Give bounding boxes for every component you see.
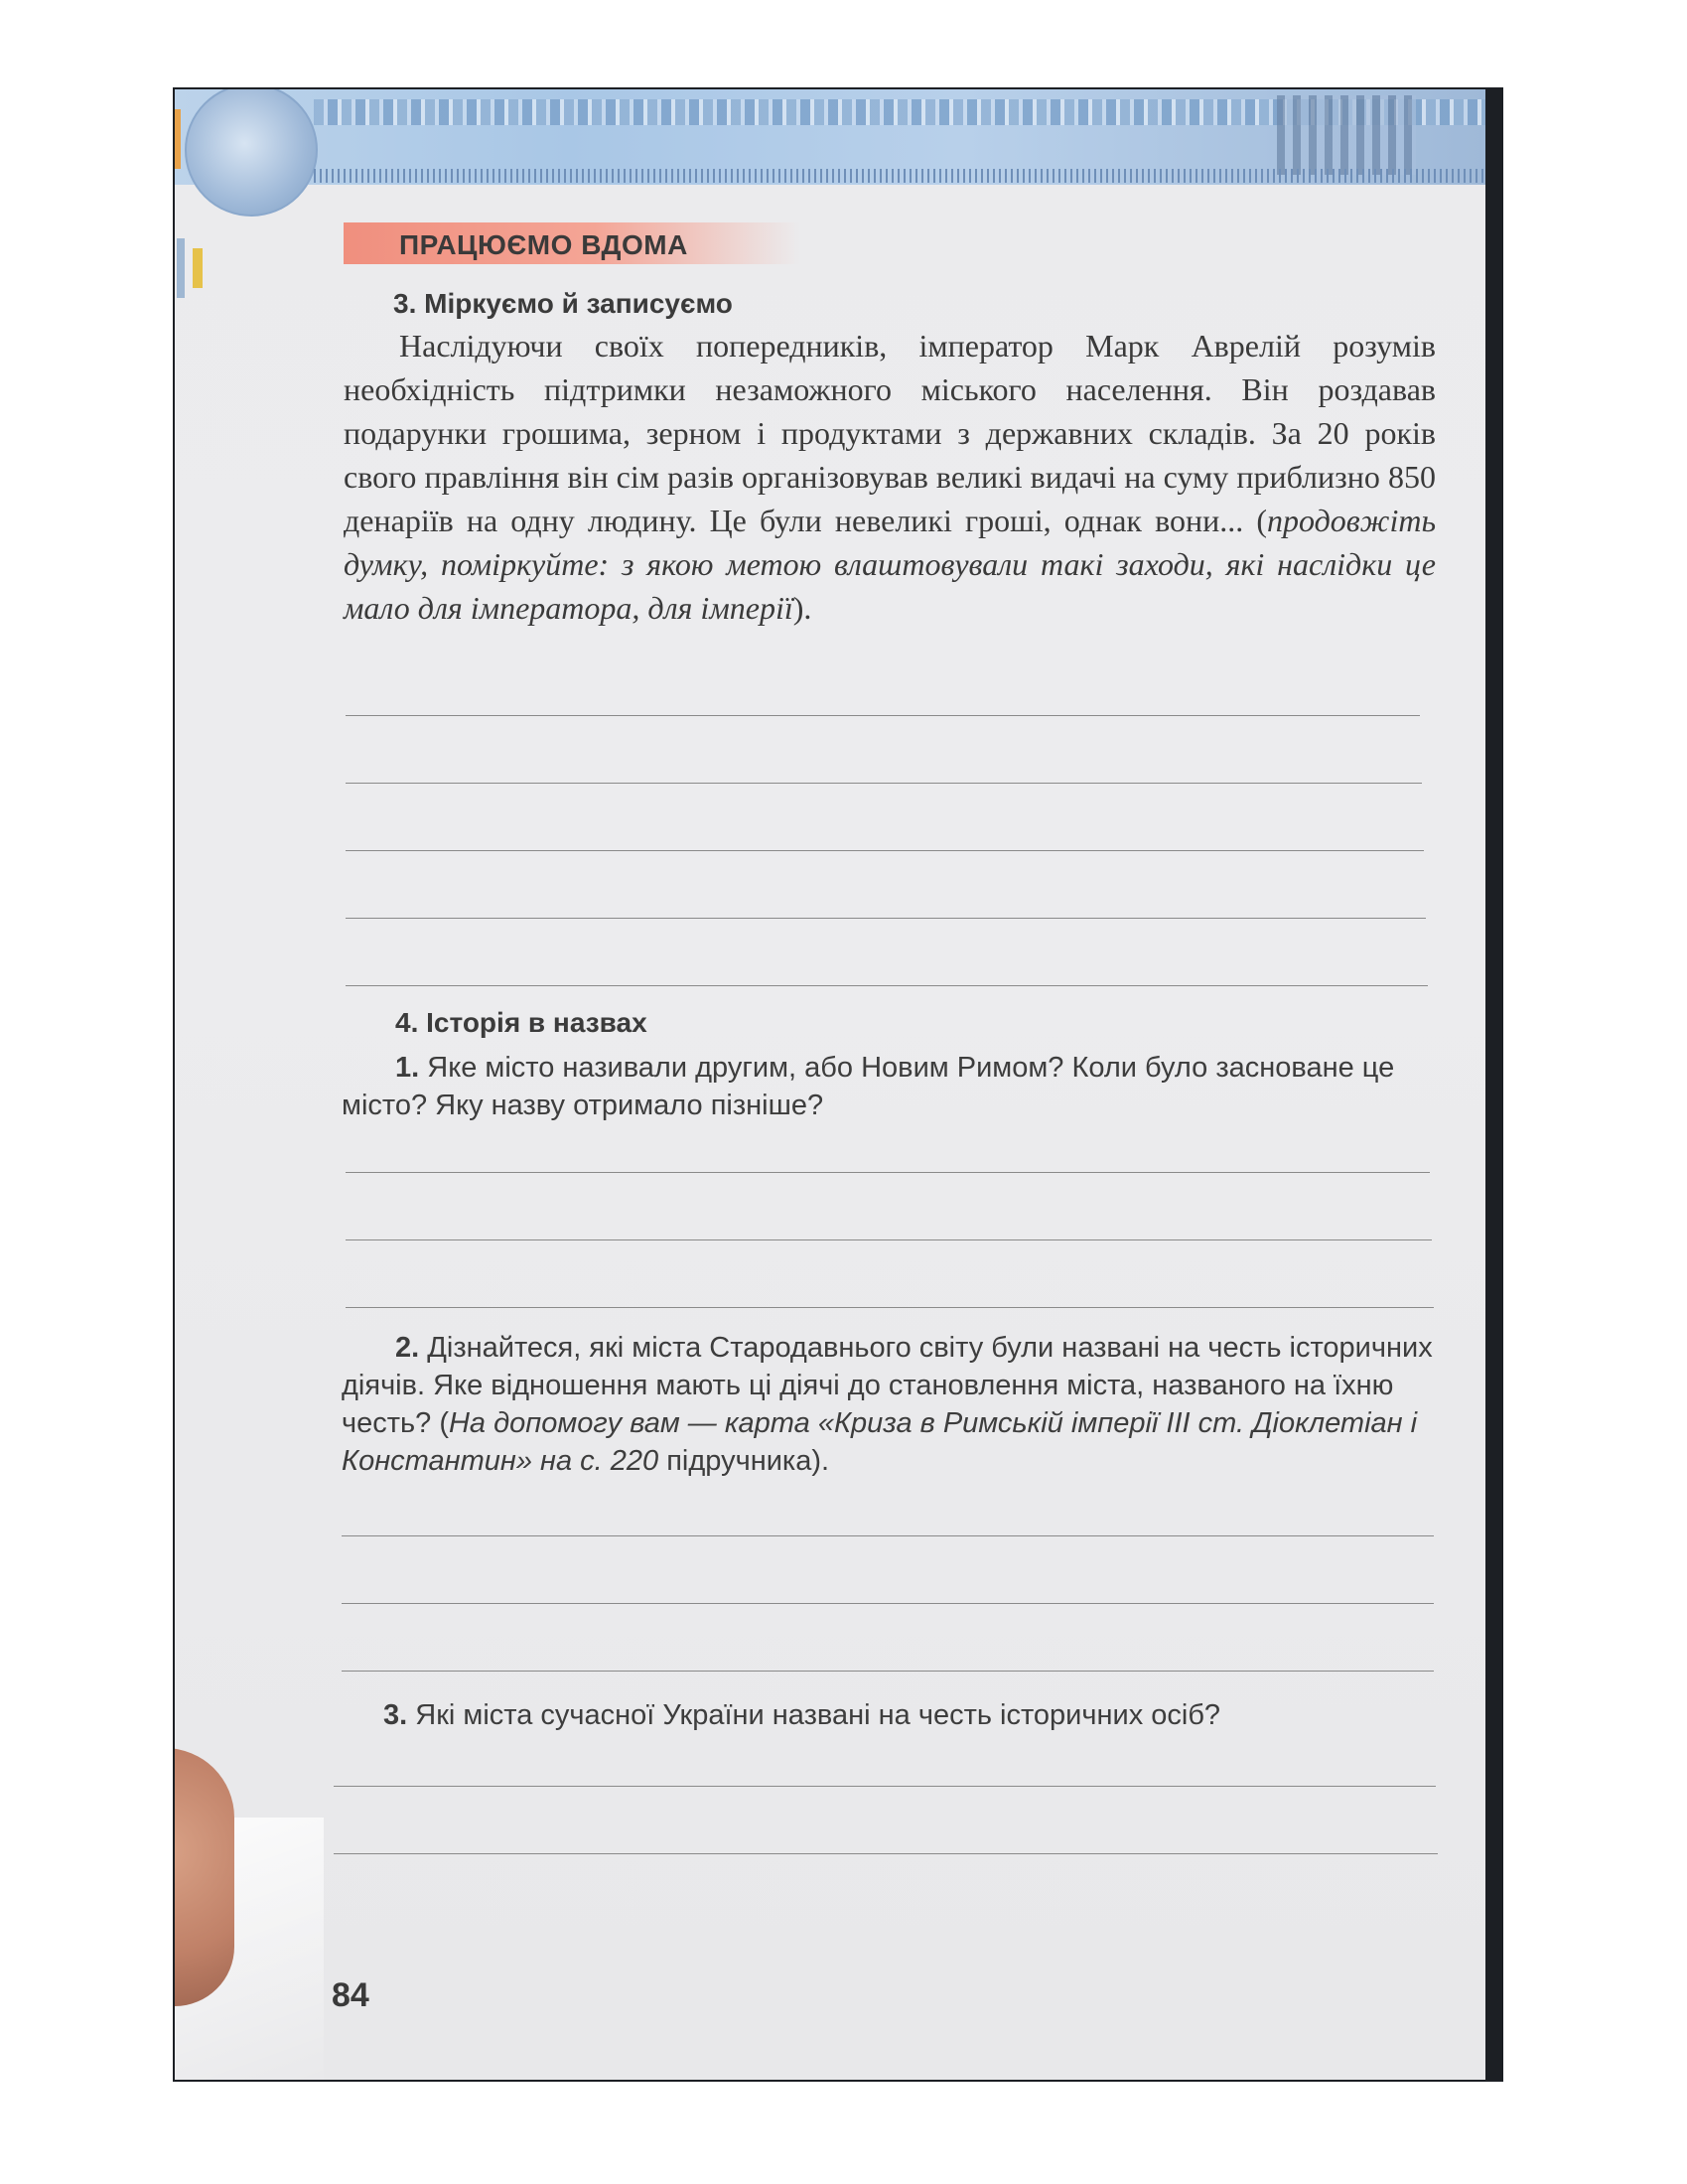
yellow-side-mark — [193, 248, 203, 288]
task3-text-italic: продовжіть думку, поміркуйте: з якою метою влаштовували такі заходи, які наслідки це мало для імператора, для імперії — [344, 503, 1436, 626]
task4-q1-text: Яке місто називали другим, або Новим Римом? Коли було засноване це місто? Яку назву отримало пізніше? — [342, 1052, 1395, 1121]
task4-q3-text: Які міста сучасної України названі на честь історичних осіб? — [415, 1699, 1221, 1731]
answer-line[interactable] — [342, 1535, 1434, 1536]
task4-title: 4. Історія в назвах — [395, 1007, 647, 1038]
page-number: 84 — [332, 1976, 369, 2014]
answer-line[interactable] — [334, 1853, 1438, 1854]
task4-q2-italic: На допомогу вам — карта «Криза в Римській імперії III ст. Діоклетіан і Константин» на с. 220 — [342, 1407, 1418, 1477]
answer-line[interactable] — [346, 783, 1422, 784]
section-banner — [344, 222, 800, 264]
answer-line[interactable] — [346, 918, 1426, 919]
thumb-finger — [175, 1748, 234, 2006]
task4-q1 — [342, 1049, 1454, 1124]
task4-q2-end: підручника). — [658, 1445, 830, 1477]
task3-text-plain: Наслідуючи своїх попередників, імператор Марк Аврелій розумів необхідність підтримки незаможного міського населення. Він роздавав подарунки грошима, зерном і продуктами з державних складів. За 20 років свого правління він сім разів організовував великі видачі на суму приблизно 850 денаріїв на одну людину. Це були невеликі гроші, однак вони... ( — [344, 328, 1436, 538]
answer-line[interactable] — [342, 1671, 1434, 1672]
task3-text-end: ). — [792, 590, 812, 626]
answer-line[interactable] — [346, 1307, 1434, 1308]
side-marks — [175, 218, 205, 467]
orange-tab-mark — [175, 109, 181, 169]
answer-line[interactable] — [346, 1172, 1430, 1173]
task3-title: 3. Міркуємо й записуємо — [393, 288, 733, 319]
answer-line[interactable] — [342, 1603, 1434, 1604]
section-banner-label: ПРАЦЮЄМО ВДОМА — [399, 229, 688, 260]
answer-line[interactable] — [346, 850, 1424, 851]
answer-line[interactable] — [346, 1239, 1432, 1240]
answer-line[interactable] — [334, 1786, 1436, 1787]
answer-line[interactable] — [346, 985, 1428, 986]
task4-q3 — [334, 1696, 1446, 1734]
decorative-header — [175, 89, 1485, 185]
temple-columns-icon — [1277, 95, 1416, 175]
task4-q1-number: 1. — [395, 1052, 420, 1084]
blue-side-mark — [177, 238, 185, 298]
task3-text — [344, 324, 1436, 630]
ruler-ticks-ornament — [314, 169, 1485, 183]
task4-q2-number: 2. — [395, 1332, 420, 1364]
coin-medallion-icon — [185, 89, 318, 217]
task4-q3-number: 3. — [383, 1699, 408, 1731]
task4-q2-text: Дізнайтеся, які міста Стародавнього світу були названі на честь історичних діячів. Яке відношення мають ці діячі до становлення міста, названого на їхню честь? ( — [342, 1332, 1433, 1439]
task4-q2 — [342, 1329, 1454, 1480]
workbook-page — [175, 89, 1485, 2080]
answer-line[interactable] — [346, 715, 1420, 716]
